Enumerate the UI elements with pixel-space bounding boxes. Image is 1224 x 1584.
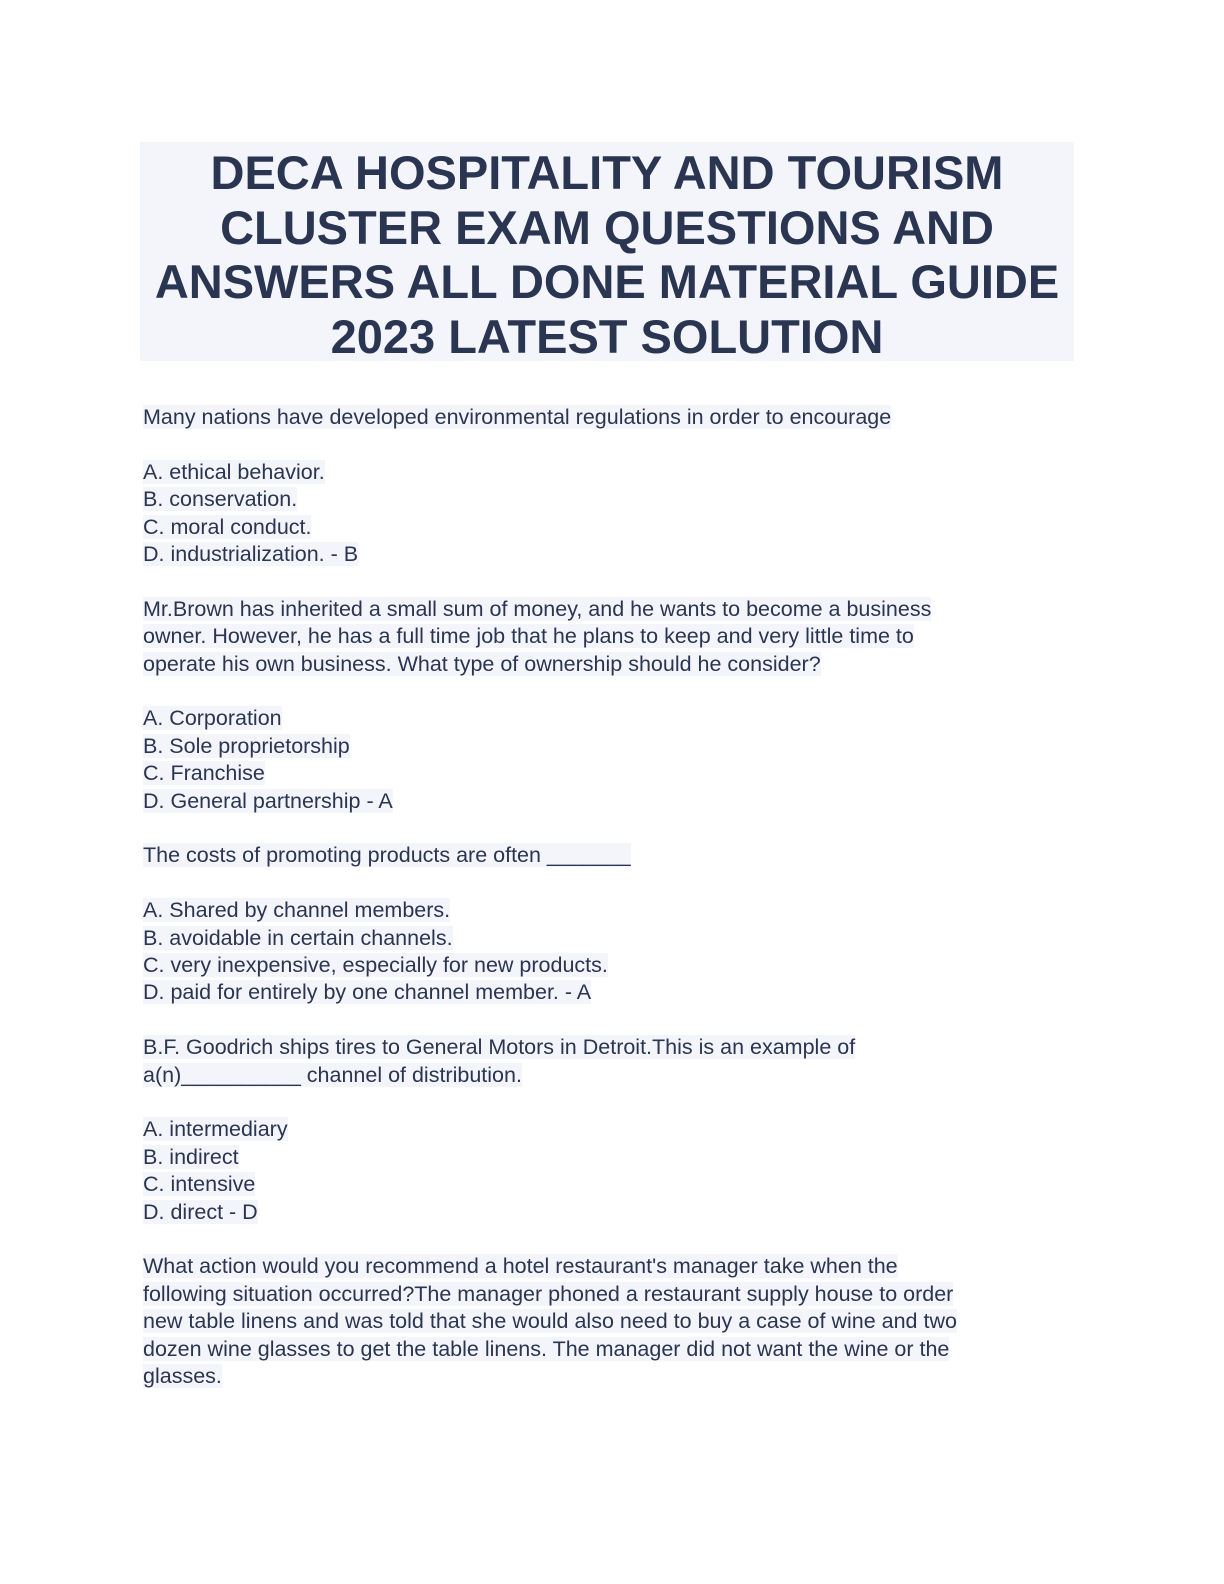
answer-option: C. very inexpensive, especially for new products.: [143, 953, 608, 978]
answer-option: D. direct - D: [143, 1199, 258, 1224]
question-1: [143, 404, 1063, 568]
question-stem: new table linens and was told that she would also need to buy a case of wine and two: [143, 1309, 957, 1334]
question-stem: a(n)__________ channel of distribution.: [143, 1062, 522, 1087]
title-line: 2023 LATEST SOLUTION: [330, 309, 884, 363]
question-stem: The costs of promoting products are often _______: [143, 843, 631, 868]
answer-option: A. ethical behavior.: [143, 459, 325, 484]
answer-option: D. paid for entirely by one channel member. - A: [143, 980, 592, 1005]
question-3: [143, 842, 1063, 1006]
question-stem: owner. However, he has a full time job that he plans to keep and very little time to: [143, 624, 914, 649]
document-title: [140, 142, 1074, 361]
question-list: [143, 404, 1063, 1391]
question-stem: Mr.Brown has inherited a small sum of money, and he wants to become a business: [143, 596, 932, 621]
question-5: [143, 1253, 1063, 1390]
title-line: DECA HOSPITALITY AND TOURISM: [210, 146, 1004, 199]
answer-option: B. avoidable in certain channels.: [143, 925, 453, 950]
answer-option: A. intermediary: [143, 1117, 288, 1142]
answer-option: D. General partnership - A: [143, 788, 393, 813]
title-line: CLUSTER EXAM QUESTIONS AND: [220, 200, 994, 254]
answer-option: A. Shared by channel members.: [143, 898, 451, 923]
question-stem: B.F. Goodrich ships tires to General Motors in Detroit.This is an example of: [143, 1035, 856, 1060]
answer-option: B. Sole proprietorship: [143, 733, 350, 758]
answer-option: C. Franchise: [143, 761, 265, 786]
answer-option: B. conservation.: [143, 487, 298, 512]
answer-option: A. Corporation: [143, 706, 282, 731]
question-2: [143, 596, 1063, 815]
question-stem: glasses.: [143, 1364, 222, 1389]
title-line: ANSWERS ALL DONE MATERIAL GUIDE: [154, 255, 1060, 308]
question-stem: dozen wine glasses to get the table linens. The manager did not want the wine or the: [143, 1336, 950, 1361]
question-stem: operate his own business. What type of ownership should he consider?: [143, 651, 821, 676]
question-stem: What action would you recommend a hotel restaurant's manager take when the: [143, 1254, 898, 1279]
answer-option: B. indirect: [143, 1144, 239, 1169]
question-stem: Many nations have developed environmental regulations in order to encourage: [143, 405, 892, 429]
question-stem: following situation occurred?The manager phoned a restaurant supply house to order: [143, 1281, 954, 1306]
answer-option: D. industrialization. - B: [143, 542, 359, 567]
answer-option: C. intensive: [143, 1172, 256, 1197]
question-4: [143, 1034, 1063, 1226]
answer-option: C. moral conduct.: [143, 514, 312, 539]
